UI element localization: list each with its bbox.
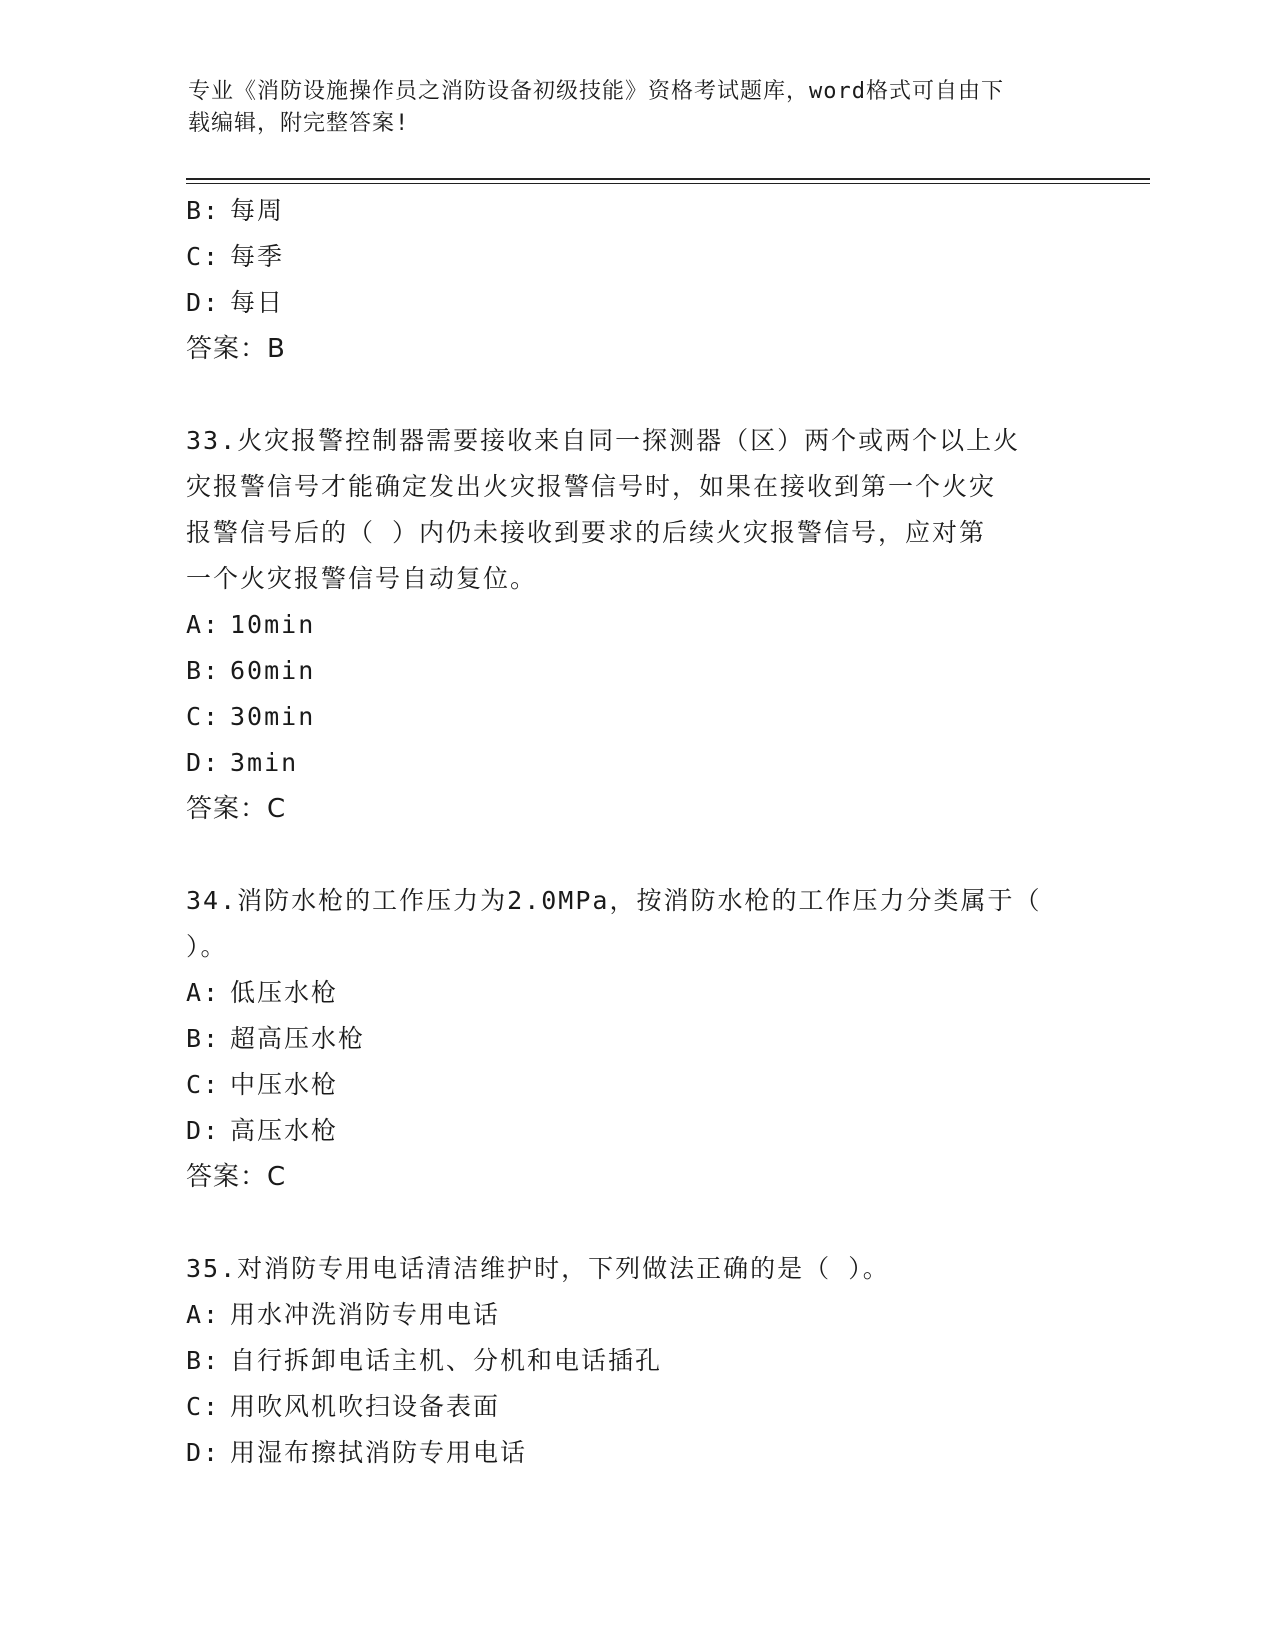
option-label: A: (186, 610, 221, 639)
option-label: B: (186, 656, 221, 685)
option-text: 每日 (230, 288, 285, 317)
option-label: C: (186, 1392, 221, 1421)
option-label: B: (186, 196, 221, 225)
option-label: D: (186, 288, 221, 317)
option-text: 3min (230, 748, 299, 777)
question-text-line: 灾报警信号才能确定发出火灾报警信号时，如果在接收到第一个火灾 (186, 472, 997, 501)
option-label: A: (186, 1300, 221, 1329)
option-d (186, 1108, 1086, 1154)
option-text: 用水冲洗消防专用电话 (230, 1300, 501, 1329)
option-c (186, 234, 1086, 280)
spacer (186, 832, 1086, 878)
option-text: 低压水枪 (230, 978, 339, 1007)
question-35 (186, 1246, 1086, 1476)
question-text-line: 报警信号后的（ ）内仍未接收到要求的后续火灾报警信号，应对第 (186, 518, 987, 547)
option-text: 60min (230, 656, 316, 685)
document-header (188, 76, 1068, 140)
question-text (186, 878, 1081, 970)
spacer (186, 372, 1086, 418)
option-text: 用湿布擦拭消防专用电话 (230, 1438, 528, 1467)
option-d (186, 740, 1086, 786)
question-text-line: 35.对消防专用电话清洁维护时，下列做法正确的是（ ）。 (186, 1254, 890, 1283)
question-32-tail (186, 188, 1086, 372)
option-c (186, 1384, 1086, 1430)
option-label: B: (186, 1024, 221, 1053)
question-text-line: 33.火灾报警控制器需要接收来自同一探测器（区）两个或两个以上火 (186, 426, 1021, 455)
question-text-line: ）。 (186, 932, 228, 961)
option-b (186, 648, 1086, 694)
option-text: 每季 (230, 242, 285, 271)
header-line-2: 载编辑，附完整答案! (188, 111, 410, 136)
option-label: D: (186, 1116, 221, 1145)
option-text: 每周 (230, 196, 285, 225)
question-text (186, 1246, 1081, 1292)
question-34 (186, 878, 1086, 1200)
header-divider-thin (186, 183, 1150, 184)
spacer (186, 1200, 1086, 1246)
answer-line: 答案：C (186, 794, 287, 824)
option-text: 30min (230, 702, 316, 731)
option-label: C: (186, 702, 221, 731)
option-text: 中压水枪 (230, 1070, 339, 1099)
option-label: B: (186, 1346, 221, 1375)
question-text-line: 一个火灾报警信号自动复位。 (186, 564, 538, 593)
option-d (186, 280, 1086, 326)
option-c (186, 694, 1086, 740)
header-divider-thick (186, 178, 1150, 180)
option-label: D: (186, 748, 221, 777)
option-label: A: (186, 978, 221, 1007)
header-line-1: 专业《消防设施操作员之消防设备初级技能》资格考试题库，word格式可自由下 (188, 79, 1004, 104)
option-b (186, 1016, 1086, 1062)
option-a (186, 970, 1086, 1016)
option-text: 10min (230, 610, 316, 639)
option-label: D: (186, 1438, 221, 1467)
option-text: 高压水枪 (230, 1116, 339, 1145)
option-text: 超高压水枪 (230, 1024, 366, 1053)
question-text-line: 34.消防水枪的工作压力为2.0MPa，按消防水枪的工作压力分类属于（ (186, 886, 1042, 915)
option-a (186, 602, 1086, 648)
option-label: C: (186, 1070, 221, 1099)
option-c (186, 1062, 1086, 1108)
answer-line: 答案：B (186, 334, 286, 364)
option-a (186, 1292, 1086, 1338)
option-d (186, 1430, 1086, 1476)
answer-line: 答案：C (186, 1162, 287, 1192)
question-list (186, 188, 1086, 1476)
option-b (186, 1338, 1086, 1384)
question-text (186, 418, 1081, 602)
question-33 (186, 418, 1086, 832)
option-b (186, 188, 1086, 234)
option-text: 用吹风机吹扫设备表面 (230, 1392, 501, 1421)
option-text: 自行拆卸电话主机、分机和电话插孔 (230, 1346, 663, 1375)
option-label: C: (186, 242, 221, 271)
